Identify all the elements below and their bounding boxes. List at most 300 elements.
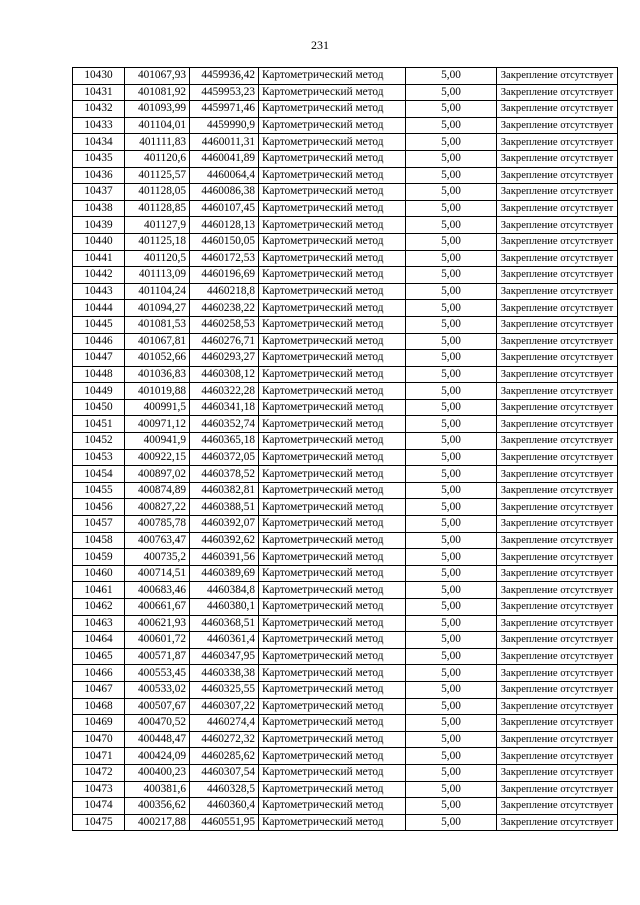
- accuracy-cell: 5,00: [406, 250, 497, 267]
- y-coordinate-cell: 4460322,28: [190, 383, 259, 400]
- y-coordinate-cell: 4460307,22: [190, 698, 259, 715]
- method-cell: Картометрический метод: [259, 167, 406, 184]
- point-number-cell: 10474: [73, 798, 125, 815]
- method-cell: Картометрический метод: [259, 781, 406, 798]
- x-coordinate-cell: 400922,15: [125, 449, 190, 466]
- method-cell: Картометрический метод: [259, 814, 406, 831]
- y-coordinate-cell: 4460272,32: [190, 731, 259, 748]
- accuracy-cell: 5,00: [406, 433, 497, 450]
- accuracy-cell: 5,00: [406, 698, 497, 715]
- point-number-cell: 10464: [73, 632, 125, 649]
- point-number-cell: 10436: [73, 167, 125, 184]
- y-coordinate-cell: 4460382,81: [190, 482, 259, 499]
- x-coordinate-cell: 400533,02: [125, 681, 190, 698]
- accuracy-cell: 5,00: [406, 449, 497, 466]
- table-row: [73, 184, 618, 201]
- y-coordinate-cell: 4460307,54: [190, 764, 259, 781]
- fixation-cell: Закрепление отсутствует: [497, 217, 618, 234]
- fixation-cell: Закрепление отсутствует: [497, 748, 618, 765]
- x-coordinate-cell: 400991,5: [125, 399, 190, 416]
- y-coordinate-cell: 4460361,4: [190, 632, 259, 649]
- table-body: [73, 68, 618, 831]
- fixation-cell: Закрепление отсутствует: [497, 781, 618, 798]
- fixation-cell: Закрепление отсутствует: [497, 814, 618, 831]
- y-coordinate-cell: 4460392,62: [190, 532, 259, 549]
- fixation-cell: Закрепление отсутствует: [497, 482, 618, 499]
- fixation-cell: Закрепление отсутствует: [497, 350, 618, 367]
- method-cell: Картометрический метод: [259, 532, 406, 549]
- accuracy-cell: 5,00: [406, 549, 497, 566]
- accuracy-cell: 5,00: [406, 615, 497, 632]
- x-coordinate-cell: 400827,22: [125, 499, 190, 516]
- x-coordinate-cell: 400381,6: [125, 781, 190, 798]
- method-cell: Картометрический метод: [259, 748, 406, 765]
- accuracy-cell: 5,00: [406, 300, 497, 317]
- x-coordinate-cell: 401052,66: [125, 350, 190, 367]
- fixation-cell: Закрепление отсутствует: [497, 366, 618, 383]
- accuracy-cell: 5,00: [406, 150, 497, 167]
- fixation-cell: Закрепление отсутствует: [497, 681, 618, 698]
- point-number-cell: 10458: [73, 532, 125, 549]
- x-coordinate-cell: 401120,5: [125, 250, 190, 267]
- y-coordinate-cell: 4460391,56: [190, 549, 259, 566]
- x-coordinate-cell: 401125,57: [125, 167, 190, 184]
- accuracy-cell: 5,00: [406, 665, 497, 682]
- y-coordinate-cell: 4460328,5: [190, 781, 259, 798]
- method-cell: Картометрический метод: [259, 565, 406, 582]
- table-row: [73, 615, 618, 632]
- method-cell: Картометрический метод: [259, 433, 406, 450]
- method-cell: Картометрический метод: [259, 764, 406, 781]
- x-coordinate-cell: 400400,23: [125, 764, 190, 781]
- table-row: [73, 466, 618, 483]
- method-cell: Картометрический метод: [259, 68, 406, 85]
- table-row: [73, 582, 618, 599]
- point-number-cell: 10462: [73, 599, 125, 616]
- table-row: [73, 366, 618, 383]
- table-row: [73, 665, 618, 682]
- y-coordinate-cell: 4460365,18: [190, 433, 259, 450]
- y-coordinate-cell: 4460285,62: [190, 748, 259, 765]
- point-number-cell: 10446: [73, 333, 125, 350]
- table-row: [73, 781, 618, 798]
- table-row: [73, 134, 618, 151]
- fixation-cell: Закрепление отсутствует: [497, 101, 618, 118]
- y-coordinate-cell: 4460172,53: [190, 250, 259, 267]
- accuracy-cell: 5,00: [406, 200, 497, 217]
- page-number: 231: [311, 38, 329, 52]
- fixation-cell: Закрепление отсутствует: [497, 499, 618, 516]
- accuracy-cell: 5,00: [406, 599, 497, 616]
- accuracy-cell: 5,00: [406, 101, 497, 118]
- y-coordinate-cell: 4460378,52: [190, 466, 259, 483]
- table-row: [73, 516, 618, 533]
- fixation-cell: Закрепление отсутствует: [497, 648, 618, 665]
- point-number-cell: 10430: [73, 68, 125, 85]
- fixation-cell: Закрепление отсутствует: [497, 715, 618, 732]
- y-coordinate-cell: 4460347,95: [190, 648, 259, 665]
- method-cell: Картометрический метод: [259, 350, 406, 367]
- y-coordinate-cell: 4460325,55: [190, 681, 259, 698]
- fixation-cell: Закрепление отсутствует: [497, 383, 618, 400]
- accuracy-cell: 5,00: [406, 781, 497, 798]
- method-cell: Картометрический метод: [259, 798, 406, 815]
- x-coordinate-cell: 401067,93: [125, 68, 190, 85]
- fixation-cell: Закрепление отсутствует: [497, 300, 618, 317]
- table-row: [73, 416, 618, 433]
- table-row: [73, 499, 618, 516]
- accuracy-cell: 5,00: [406, 715, 497, 732]
- x-coordinate-cell: 401019,88: [125, 383, 190, 400]
- y-coordinate-cell: 4460338,38: [190, 665, 259, 682]
- table-row: [73, 715, 618, 732]
- accuracy-cell: 5,00: [406, 283, 497, 300]
- point-number-cell: 10456: [73, 499, 125, 516]
- method-cell: Картометрический метод: [259, 250, 406, 267]
- method-cell: Картометрический метод: [259, 648, 406, 665]
- table-row: [73, 316, 618, 333]
- accuracy-cell: 5,00: [406, 532, 497, 549]
- method-cell: Картометрический метод: [259, 316, 406, 333]
- x-coordinate-cell: 400897,02: [125, 466, 190, 483]
- method-cell: Картометрический метод: [259, 632, 406, 649]
- x-coordinate-cell: 400470,52: [125, 715, 190, 732]
- x-coordinate-cell: 400507,67: [125, 698, 190, 715]
- fixation-cell: Закрепление отсутствует: [497, 167, 618, 184]
- x-coordinate-cell: 400785,78: [125, 516, 190, 533]
- table-row: [73, 748, 618, 765]
- x-coordinate-cell: 400661,67: [125, 599, 190, 616]
- point-number-cell: 10473: [73, 781, 125, 798]
- accuracy-cell: 5,00: [406, 233, 497, 250]
- x-coordinate-cell: 401111,83: [125, 134, 190, 151]
- point-number-cell: 10453: [73, 449, 125, 466]
- fixation-cell: Закрепление отсутствует: [497, 184, 618, 201]
- point-number-cell: 10454: [73, 466, 125, 483]
- y-coordinate-cell: 4460388,51: [190, 499, 259, 516]
- x-coordinate-cell: 400763,47: [125, 532, 190, 549]
- point-number-cell: 10465: [73, 648, 125, 665]
- accuracy-cell: 5,00: [406, 316, 497, 333]
- method-cell: Картометрический метод: [259, 366, 406, 383]
- accuracy-cell: 5,00: [406, 681, 497, 698]
- x-coordinate-cell: 401094,27: [125, 300, 190, 317]
- table-row: [73, 599, 618, 616]
- y-coordinate-cell: 4460384,8: [190, 582, 259, 599]
- x-coordinate-cell: 401127,9: [125, 217, 190, 234]
- fixation-cell: Закрепление отсутствует: [497, 267, 618, 284]
- accuracy-cell: 5,00: [406, 399, 497, 416]
- method-cell: Картометрический метод: [259, 416, 406, 433]
- x-coordinate-cell: 400448,47: [125, 731, 190, 748]
- accuracy-cell: 5,00: [406, 167, 497, 184]
- table-row: [73, 150, 618, 167]
- x-coordinate-cell: 401081,92: [125, 84, 190, 101]
- y-coordinate-cell: 4460128,13: [190, 217, 259, 234]
- accuracy-cell: 5,00: [406, 582, 497, 599]
- accuracy-cell: 5,00: [406, 814, 497, 831]
- x-coordinate-cell: 400735,2: [125, 549, 190, 566]
- y-coordinate-cell: 4460389,69: [190, 565, 259, 582]
- point-number-cell: 10449: [73, 383, 125, 400]
- method-cell: Картометрический метод: [259, 715, 406, 732]
- point-number-cell: 10472: [73, 764, 125, 781]
- point-number-cell: 10439: [73, 217, 125, 234]
- method-cell: Картометрический метод: [259, 233, 406, 250]
- method-cell: Картометрический метод: [259, 101, 406, 118]
- fixation-cell: Закрепление отсутствует: [497, 84, 618, 101]
- accuracy-cell: 5,00: [406, 648, 497, 665]
- method-cell: Картометрический метод: [259, 599, 406, 616]
- table-row: [73, 698, 618, 715]
- x-coordinate-cell: 400971,12: [125, 416, 190, 433]
- fixation-cell: Закрепление отсутствует: [497, 516, 618, 533]
- point-number-cell: 10469: [73, 715, 125, 732]
- fixation-cell: Закрепление отсутствует: [497, 764, 618, 781]
- method-cell: Картометрический метод: [259, 482, 406, 499]
- x-coordinate-cell: 401104,01: [125, 117, 190, 134]
- y-coordinate-cell: 4460392,07: [190, 516, 259, 533]
- accuracy-cell: 5,00: [406, 217, 497, 234]
- accuracy-cell: 5,00: [406, 632, 497, 649]
- table-row: [73, 814, 618, 831]
- method-cell: Картометрический метод: [259, 383, 406, 400]
- x-coordinate-cell: 401036,83: [125, 366, 190, 383]
- x-coordinate-cell: 400874,89: [125, 482, 190, 499]
- fixation-cell: Закрепление отсутствует: [497, 599, 618, 616]
- table-row: [73, 482, 618, 499]
- y-coordinate-cell: 4460308,12: [190, 366, 259, 383]
- accuracy-cell: 5,00: [406, 84, 497, 101]
- x-coordinate-cell: 400571,87: [125, 648, 190, 665]
- x-coordinate-cell: 400217,88: [125, 814, 190, 831]
- accuracy-cell: 5,00: [406, 416, 497, 433]
- point-number-cell: 10451: [73, 416, 125, 433]
- table-row: [73, 549, 618, 566]
- table-row: [73, 68, 618, 85]
- table-row: [73, 267, 618, 284]
- point-number-cell: 10461: [73, 582, 125, 599]
- fixation-cell: Закрепление отсутствует: [497, 416, 618, 433]
- fixation-cell: Закрепление отсутствует: [497, 549, 618, 566]
- x-coordinate-cell: 401128,05: [125, 184, 190, 201]
- fixation-cell: Закрепление отсутствует: [497, 615, 618, 632]
- method-cell: Картометрический метод: [259, 466, 406, 483]
- table-row: [73, 433, 618, 450]
- y-coordinate-cell: 4460086,38: [190, 184, 259, 201]
- table-row: [73, 233, 618, 250]
- y-coordinate-cell: 4460341,18: [190, 399, 259, 416]
- y-coordinate-cell: 4459971,46: [190, 101, 259, 118]
- table-row: [73, 167, 618, 184]
- accuracy-cell: 5,00: [406, 350, 497, 367]
- method-cell: Картометрический метод: [259, 516, 406, 533]
- point-number-cell: 10463: [73, 615, 125, 632]
- point-number-cell: 10434: [73, 134, 125, 151]
- table-row: [73, 250, 618, 267]
- accuracy-cell: 5,00: [406, 764, 497, 781]
- method-cell: Картометрический метод: [259, 300, 406, 317]
- table-row: [73, 565, 618, 582]
- fixation-cell: Закрепление отсутствует: [497, 283, 618, 300]
- y-coordinate-cell: 4460011,31: [190, 134, 259, 151]
- x-coordinate-cell: 401104,24: [125, 283, 190, 300]
- accuracy-cell: 5,00: [406, 383, 497, 400]
- x-coordinate-cell: 401113,09: [125, 267, 190, 284]
- fixation-cell: Закрепление отсутствует: [497, 433, 618, 450]
- fixation-cell: Закрепление отсутствует: [497, 68, 618, 85]
- y-coordinate-cell: 4460360,4: [190, 798, 259, 815]
- x-coordinate-cell: 400714,51: [125, 565, 190, 582]
- y-coordinate-cell: 4460196,69: [190, 267, 259, 284]
- y-coordinate-cell: 4460258,53: [190, 316, 259, 333]
- x-coordinate-cell: 401081,53: [125, 316, 190, 333]
- accuracy-cell: 5,00: [406, 482, 497, 499]
- accuracy-cell: 5,00: [406, 267, 497, 284]
- table-row: [73, 283, 618, 300]
- method-cell: Картометрический метод: [259, 399, 406, 416]
- table-row: [73, 333, 618, 350]
- y-coordinate-cell: 4459990,9: [190, 117, 259, 134]
- fixation-cell: Закрепление отсутствует: [497, 316, 618, 333]
- point-number-cell: 10475: [73, 814, 125, 831]
- fixation-cell: Закрепление отсутствует: [497, 665, 618, 682]
- method-cell: Картометрический метод: [259, 134, 406, 151]
- x-coordinate-cell: 400621,93: [125, 615, 190, 632]
- point-number-cell: 10442: [73, 267, 125, 284]
- accuracy-cell: 5,00: [406, 565, 497, 582]
- fixation-cell: Закрепление отсутствует: [497, 250, 618, 267]
- table-row: [73, 350, 618, 367]
- table-row: [73, 731, 618, 748]
- y-coordinate-cell: 4460238,22: [190, 300, 259, 317]
- method-cell: Картометрический метод: [259, 499, 406, 516]
- point-number-cell: 10468: [73, 698, 125, 715]
- fixation-cell: Закрепление отсутствует: [497, 565, 618, 582]
- method-cell: Картометрический метод: [259, 283, 406, 300]
- accuracy-cell: 5,00: [406, 731, 497, 748]
- method-cell: Картометрический метод: [259, 449, 406, 466]
- x-coordinate-cell: 401120,6: [125, 150, 190, 167]
- point-number-cell: 10437: [73, 184, 125, 201]
- y-coordinate-cell: 4460372,05: [190, 449, 259, 466]
- point-number-cell: 10470: [73, 731, 125, 748]
- y-coordinate-cell: 4460218,8: [190, 283, 259, 300]
- y-coordinate-cell: 4460551,95: [190, 814, 259, 831]
- method-cell: Картометрический метод: [259, 117, 406, 134]
- method-cell: Картометрический метод: [259, 150, 406, 167]
- fixation-cell: Закрепление отсутствует: [497, 233, 618, 250]
- fixation-cell: Закрепление отсутствует: [497, 798, 618, 815]
- table-row: [73, 798, 618, 815]
- point-number-cell: 10438: [73, 200, 125, 217]
- y-coordinate-cell: 4460107,45: [190, 200, 259, 217]
- fixation-cell: Закрепление отсутствует: [497, 200, 618, 217]
- point-number-cell: 10471: [73, 748, 125, 765]
- method-cell: Картометрический метод: [259, 615, 406, 632]
- accuracy-cell: 5,00: [406, 117, 497, 134]
- point-number-cell: 10444: [73, 300, 125, 317]
- point-number-cell: 10467: [73, 681, 125, 698]
- y-coordinate-cell: 4460041,89: [190, 150, 259, 167]
- x-coordinate-cell: 401093,99: [125, 101, 190, 118]
- fixation-cell: Закрепление отсутствует: [497, 399, 618, 416]
- point-number-cell: 10455: [73, 482, 125, 499]
- table-row: [73, 681, 618, 698]
- method-cell: Картометрический метод: [259, 217, 406, 234]
- point-number-cell: 10460: [73, 565, 125, 582]
- y-coordinate-cell: 4460150,05: [190, 233, 259, 250]
- fixation-cell: Закрепление отсутствует: [497, 731, 618, 748]
- point-number-cell: 10448: [73, 366, 125, 383]
- point-number-cell: 10452: [73, 433, 125, 450]
- method-cell: Картометрический метод: [259, 665, 406, 682]
- fixation-cell: Закрепление отсутствует: [497, 466, 618, 483]
- fixation-cell: Закрепление отсутствует: [497, 698, 618, 715]
- accuracy-cell: 5,00: [406, 333, 497, 350]
- y-coordinate-cell: 4460276,71: [190, 333, 259, 350]
- table-row: [73, 532, 618, 549]
- table-row: [73, 300, 618, 317]
- method-cell: Картометрический метод: [259, 84, 406, 101]
- fixation-cell: Закрепление отсутствует: [497, 632, 618, 649]
- fixation-cell: Закрепление отсутствует: [497, 117, 618, 134]
- method-cell: Картометрический метод: [259, 184, 406, 201]
- table-row: [73, 632, 618, 649]
- method-cell: Картометрический метод: [259, 681, 406, 698]
- x-coordinate-cell: 400601,72: [125, 632, 190, 649]
- table-row: [73, 117, 618, 134]
- point-number-cell: 10435: [73, 150, 125, 167]
- x-coordinate-cell: 401125,18: [125, 233, 190, 250]
- y-coordinate-cell: 4460380,1: [190, 599, 259, 616]
- accuracy-cell: 5,00: [406, 798, 497, 815]
- point-number-cell: 10445: [73, 316, 125, 333]
- point-number-cell: 10466: [73, 665, 125, 682]
- method-cell: Картометрический метод: [259, 267, 406, 284]
- table-row: [73, 399, 618, 416]
- x-coordinate-cell: 400683,46: [125, 582, 190, 599]
- method-cell: Картометрический метод: [259, 200, 406, 217]
- table-row: [73, 217, 618, 234]
- y-coordinate-cell: 4459936,42: [190, 68, 259, 85]
- accuracy-cell: 5,00: [406, 516, 497, 533]
- method-cell: Картометрический метод: [259, 698, 406, 715]
- fixation-cell: Закрепление отсутствует: [497, 333, 618, 350]
- y-coordinate-cell: 4459953,23: [190, 84, 259, 101]
- y-coordinate-cell: 4460274,4: [190, 715, 259, 732]
- point-number-cell: 10441: [73, 250, 125, 267]
- point-number-cell: 10433: [73, 117, 125, 134]
- y-coordinate-cell: 4460368,51: [190, 615, 259, 632]
- x-coordinate-cell: 400941,9: [125, 433, 190, 450]
- fixation-cell: Закрепление отсутствует: [497, 449, 618, 466]
- point-number-cell: 10459: [73, 549, 125, 566]
- method-cell: Картометрический метод: [259, 582, 406, 599]
- point-number-cell: 10440: [73, 233, 125, 250]
- method-cell: Картометрический метод: [259, 333, 406, 350]
- table-row: [73, 648, 618, 665]
- accuracy-cell: 5,00: [406, 134, 497, 151]
- table-row: [73, 101, 618, 118]
- fixation-cell: Закрепление отсутствует: [497, 150, 618, 167]
- fixation-cell: Закрепление отсутствует: [497, 134, 618, 151]
- table-row: [73, 764, 618, 781]
- x-coordinate-cell: 400553,45: [125, 665, 190, 682]
- point-number-cell: 10447: [73, 350, 125, 367]
- fixation-cell: Закрепление отсутствует: [497, 532, 618, 549]
- point-number-cell: 10432: [73, 101, 125, 118]
